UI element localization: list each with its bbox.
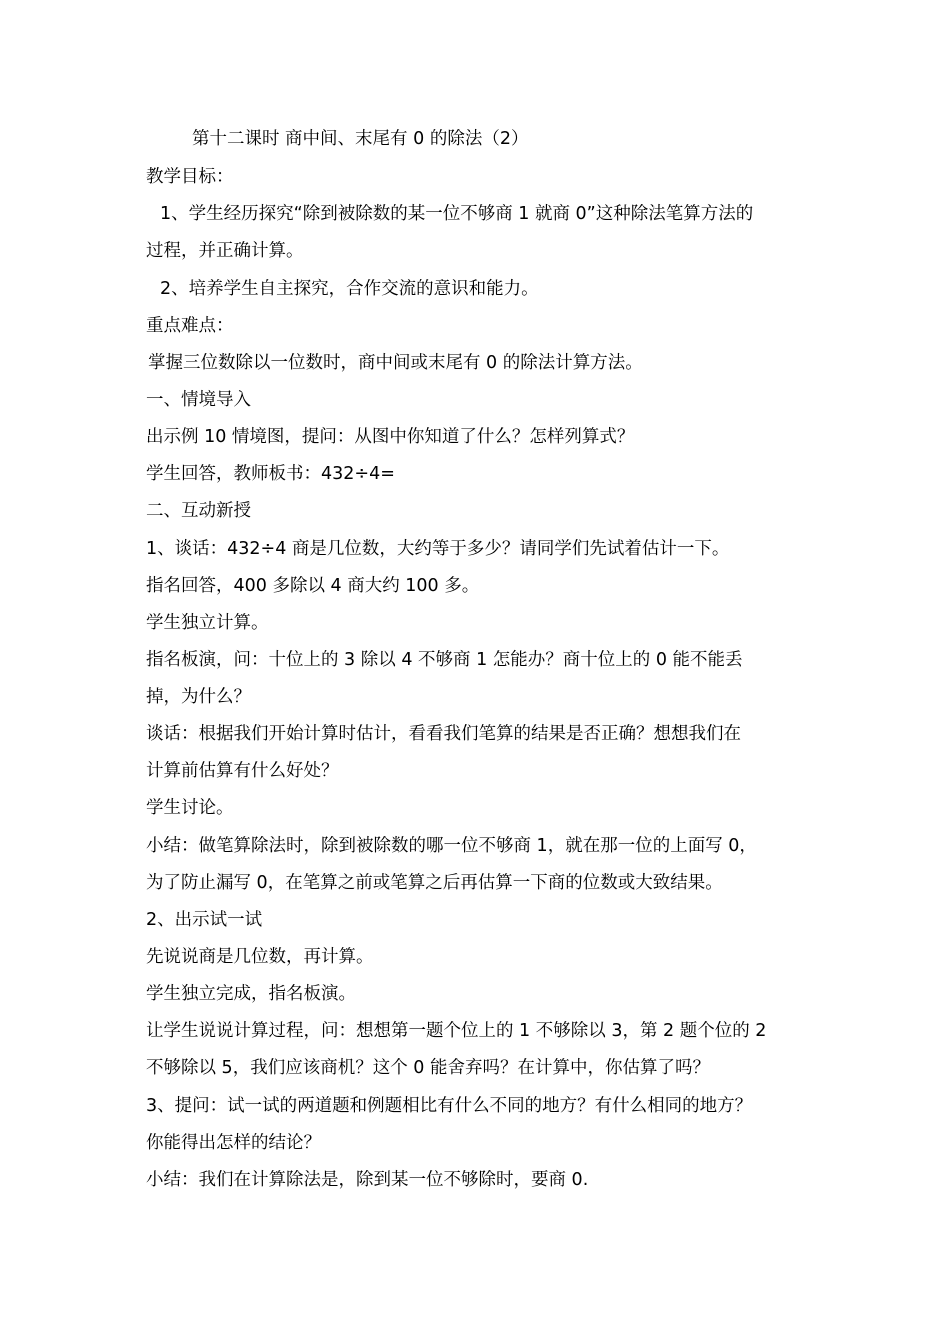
paragraph: 谈话：根据我们开始计算时估计，看看我们笔算的结果是否正确？想想我们在 xyxy=(146,724,741,744)
paragraph: 1、谈话：432÷4 商是几位数，大约等于多少？请同学们先试着估计一下。 xyxy=(146,539,730,559)
summary-1: 小结：做笔算除法时，除到被除数的哪一位不够商 1，就在那一位的上面写 0， xyxy=(146,836,757,856)
paragraph: 你能得出怎样的结论？ xyxy=(146,1133,321,1153)
paragraph: 计算前估算有什么好处？ xyxy=(146,761,339,781)
paragraph: 指名板演，问：十位上的 3 除以 4 不够商 1 怎能办？商十位上的 0 能不能丢 xyxy=(146,650,743,670)
paragraph: 学生回答，教师板书：432÷4= xyxy=(146,464,395,484)
lesson-title: 第十二课时 商中间、末尾有 0 的除法（2） xyxy=(192,129,529,149)
step-3-question: 3、提问：试一试的两道题和例题相比有什么不同的地方？有什么相同的地方？ xyxy=(146,1096,753,1116)
paragraph: 掉，为什么？ xyxy=(146,687,251,707)
paragraph: 学生讨论。 xyxy=(146,798,234,818)
paragraph: 不够除以 5，我们应该商机？这个 0 能舍弃吗？在计算中，你估算了吗？ xyxy=(146,1058,710,1078)
paragraph: 学生独立完成，指名板演。 xyxy=(146,984,356,1004)
paragraph: 学生独立计算。 xyxy=(146,613,269,633)
paragraph: 让学生说说计算过程，问：想想第一题个位上的 1 不够除以 3，第 2 题个位的 2 xyxy=(146,1021,767,1041)
paragraph: 先说说商是几位数，再计算。 xyxy=(146,947,374,967)
section-2-heading: 二、互动新授 xyxy=(146,501,251,521)
paragraph: 指名回答，400 多除以 4 商大约 100 多。 xyxy=(146,576,480,596)
objective-1: 1、学生经历探究“除到被除数的某一位不够商 1 就商 0”这种除法笔算方法的 xyxy=(160,204,754,224)
step-2-heading: 2、出示试一试 xyxy=(146,910,263,930)
summary-1-cont: 为了防止漏写 0，在笔算之前或笔算之后再估算一下商的位数或大致结果。 xyxy=(146,873,723,893)
heading-objectives: 教学目标： xyxy=(146,167,234,187)
objective-2: 2、培养学生自主探究，合作交流的意识和能力。 xyxy=(160,279,539,299)
section-1-heading: 一、情境导入 xyxy=(146,390,251,410)
heading-key-points: 重点难点： xyxy=(146,316,234,336)
summary-2: 小结：我们在计算除法是，除到某一位不够除时，要商 0. xyxy=(146,1170,589,1190)
objective-1-cont: 过程，并正确计算。 xyxy=(146,241,304,261)
paragraph: 出示例 10 情境图，提问：从图中你知道了什么？怎样列算式？ xyxy=(146,427,635,447)
key-point-text: 掌握三位数除以一位数时，商中间或末尾有 0 的除法计算方法。 xyxy=(148,353,643,373)
